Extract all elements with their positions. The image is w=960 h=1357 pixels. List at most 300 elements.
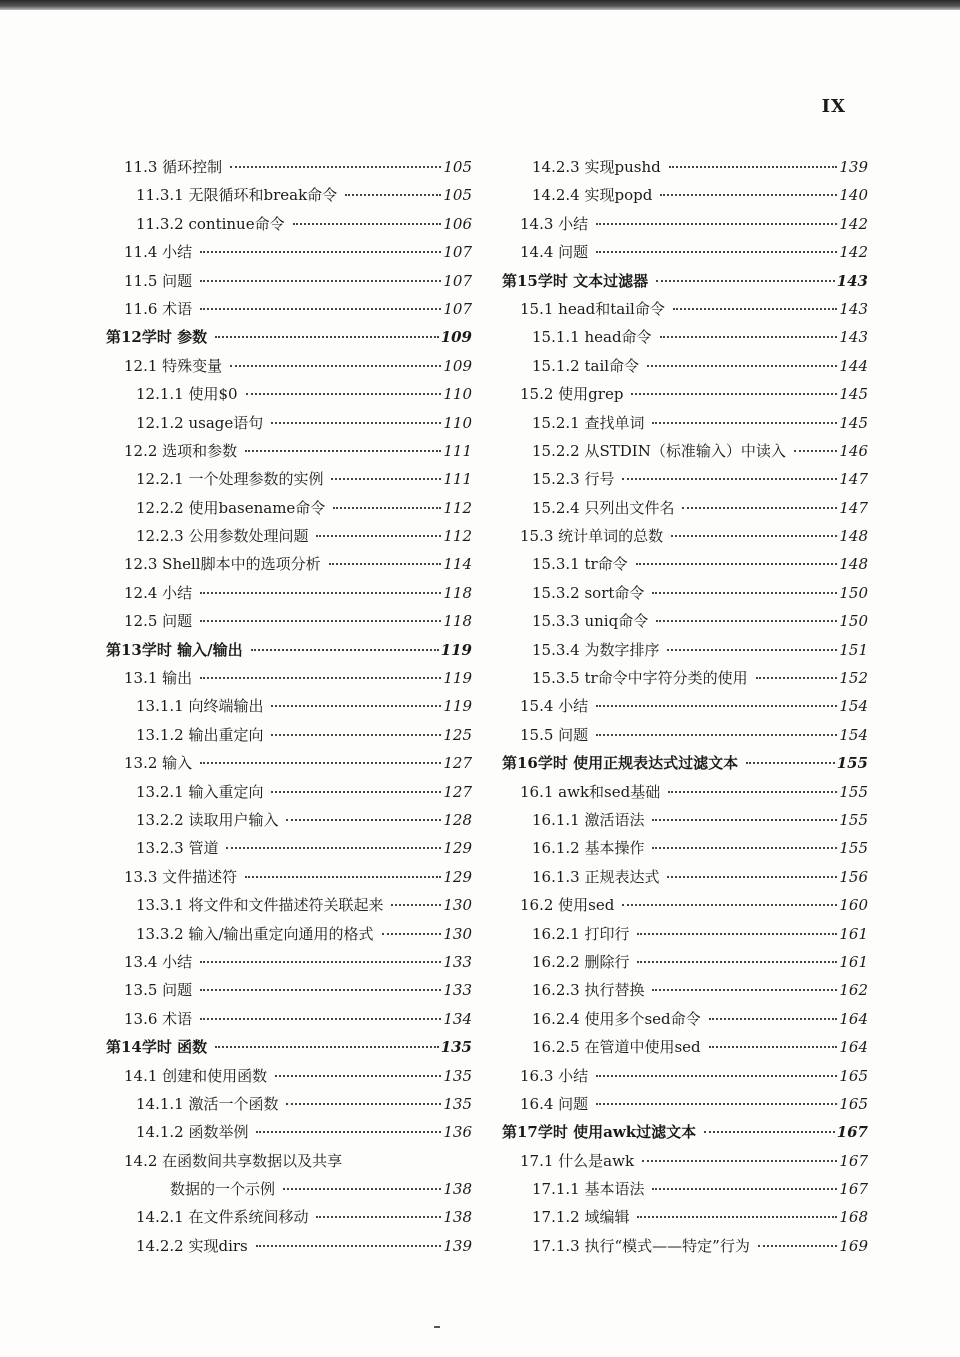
- toc-entry: [106, 497, 472, 525]
- toc-entry-title: 第12学时 参数: [106, 328, 208, 347]
- toc-entry-title: 12.2 选项和参数: [124, 441, 238, 460]
- toc-entry-title: 13.3.1 将文件和文件描述符关联起来: [136, 896, 384, 915]
- toc-chapter-entry: [106, 639, 472, 667]
- toc-entry-title: 16.1.3 正规表达式: [532, 867, 660, 886]
- toc-entry: [106, 582, 472, 610]
- toc-entry: [106, 440, 472, 468]
- dot-leader: [271, 705, 441, 707]
- toc-entry-page: 144: [839, 356, 868, 375]
- dot-leader: [652, 847, 837, 849]
- dot-leader: [660, 194, 837, 196]
- dot-leader: [200, 1018, 441, 1020]
- dot-leader: [673, 308, 838, 310]
- toc-entry-title: 11.4 小结: [124, 243, 193, 262]
- toc-entry-title: 12.4 小结: [124, 583, 193, 602]
- toc-entry-page: 139: [443, 1236, 472, 1255]
- toc-entry-page: 133: [443, 981, 472, 1000]
- toc-entry-title: 13.2 输入: [124, 754, 193, 773]
- dot-leader: [333, 507, 441, 509]
- toc-entry: [502, 1008, 868, 1036]
- toc-chapter-entry: [502, 270, 868, 298]
- toc-entry-title: 14.3 小结: [520, 214, 589, 233]
- dot-leader: [709, 1046, 838, 1048]
- toc-entry-page: 165: [839, 1066, 868, 1085]
- toc-chapter-entry: [502, 752, 868, 780]
- toc-entry-title: 11.3.1 无限循环和break命令: [136, 186, 338, 205]
- toc-entry-title: 16.2.4 使用多个sed命令: [532, 1009, 701, 1028]
- toc-entry-page: 110: [443, 413, 472, 432]
- dot-leader: [660, 336, 838, 338]
- toc-entry: [106, 781, 472, 809]
- toc-entry-page: 146: [839, 441, 868, 460]
- toc-entry: [502, 894, 868, 922]
- toc-entry-page: 169: [839, 1236, 868, 1255]
- toc-entry: [502, 582, 868, 610]
- toc-entry-page: 110: [443, 385, 472, 404]
- dot-leader: [647, 365, 837, 367]
- toc-entry-page: 107: [443, 271, 472, 290]
- toc-entry-page: 143: [839, 299, 868, 318]
- toc-entry-title: 12.2.3 公用参数处理问题: [136, 527, 309, 546]
- toc-entry-page: 129: [443, 867, 472, 886]
- toc-entry: [106, 525, 472, 553]
- dot-leader: [283, 1188, 441, 1190]
- toc-entry: [106, 1178, 472, 1206]
- toc-entry: [502, 979, 868, 1007]
- toc-entry: [106, 1235, 472, 1263]
- toc-entry: [106, 752, 472, 780]
- toc-entry-page: 150: [839, 583, 868, 602]
- toc-entry-title: 13.4 小结: [124, 952, 193, 971]
- dot-leader: [631, 393, 837, 395]
- toc-entry-page: 107: [443, 299, 472, 318]
- toc-entry: [106, 383, 472, 411]
- toc-entry-page: 165: [839, 1094, 868, 1113]
- dot-leader: [226, 847, 441, 849]
- toc-entry-title: 14.1.2 函数举例: [136, 1123, 249, 1142]
- toc-entry: [502, 412, 868, 440]
- toc-entry-title: 15.2.3 行号: [532, 470, 615, 489]
- toc-entry-title: 14.2.4 实现popd: [532, 186, 653, 205]
- toc-entry-page: 162: [839, 981, 868, 1000]
- toc-entry-page: 130: [443, 924, 472, 943]
- toc-entry-page: 109: [440, 328, 472, 347]
- dot-leader: [316, 535, 441, 537]
- toc-entry-title: 第16学时 使用正规表达式过滤文本: [502, 754, 739, 773]
- dot-leader: [656, 280, 835, 282]
- toc-entry-page: 135: [440, 1038, 472, 1057]
- toc-entry: [106, 923, 472, 951]
- dot-leader: [286, 1103, 441, 1105]
- dot-leader: [656, 620, 837, 622]
- dot-leader: [271, 734, 441, 736]
- dot-leader: [271, 422, 441, 424]
- toc-entry-page: 167: [839, 1180, 868, 1199]
- dot-leader: [329, 563, 442, 565]
- toc-entry-title: 13.6 术语: [124, 1009, 193, 1028]
- toc-entry: [502, 610, 868, 638]
- dot-leader: [682, 507, 837, 509]
- dot-leader: [596, 1075, 837, 1077]
- dot-leader: [200, 620, 441, 622]
- toc-entry: [502, 355, 868, 383]
- dot-leader: [652, 989, 837, 991]
- dot-leader: [275, 1075, 441, 1077]
- toc-entry-title: 12.1.2 usage语句: [136, 413, 264, 432]
- toc-entry-page: 125: [443, 725, 472, 744]
- toc-entry-page: 139: [839, 158, 868, 176]
- dot-leader: [200, 762, 441, 764]
- toc-entry-title: 16.3 小结: [520, 1066, 589, 1085]
- toc-entry: [502, 667, 868, 695]
- dot-leader: [256, 1131, 441, 1133]
- dot-leader: [622, 478, 837, 480]
- toc-entry-title: 第15学时 文本过滤器: [502, 271, 649, 290]
- toc-entry: [106, 412, 472, 440]
- toc-entry: [106, 1150, 472, 1178]
- toc-entry-title: 13.2.1 输入重定向: [136, 782, 264, 801]
- toc-entry-title: 17.1.1 基本语法: [532, 1180, 645, 1199]
- dot-leader: [746, 762, 835, 764]
- dot-leader: [652, 1188, 837, 1190]
- toc-entry-title: 12.2.1 一个处理参数的实例: [136, 470, 324, 489]
- toc-entry-title: 11.5 问题: [124, 271, 193, 290]
- toc-entry: [106, 213, 472, 241]
- toc-entry-title: 14.1 创建和使用函数: [124, 1066, 268, 1085]
- toc-entry: [502, 1235, 868, 1263]
- toc-entry-page: 155: [836, 754, 868, 773]
- dot-leader: [596, 251, 837, 253]
- toc-entry: [106, 667, 472, 695]
- dot-leader: [256, 1245, 442, 1247]
- dot-leader: [246, 393, 442, 395]
- toc-entry: [502, 553, 868, 581]
- toc-entry: [502, 440, 868, 468]
- toc-entry-title: 16.1.1 激活语法: [532, 810, 645, 829]
- dot-leader: [316, 1216, 441, 1218]
- toc-entry: [106, 156, 472, 184]
- toc-entry-page: 154: [839, 697, 868, 716]
- toc-entry-title: 12.1.1 使用$0: [136, 385, 238, 404]
- dot-leader: [652, 422, 837, 424]
- toc-entry-title: 14.2.3 实现pushd: [532, 158, 661, 176]
- toc-entry-title: 17.1.2 域编辑: [532, 1208, 630, 1227]
- toc-entry: [502, 1036, 868, 1064]
- toc-entry: [106, 837, 472, 865]
- toc-entry-title: 15.3.2 sort命令: [532, 583, 645, 602]
- dot-leader: [794, 450, 838, 452]
- toc-entry-title: 第17学时 使用awk过滤文本: [502, 1123, 697, 1142]
- toc-entry-title: 12.2.2 使用basename命令: [136, 498, 326, 517]
- toc-entry-title: 第13学时 输入/输出: [106, 640, 243, 659]
- toc-entry: [502, 241, 868, 269]
- toc-entry-page: 142: [839, 214, 868, 233]
- toc-entry-title: 14.2.2 实现dirs: [136, 1236, 248, 1255]
- scan-mark: [434, 1326, 440, 1328]
- toc-entry-title: 15.3.1 tr命令: [532, 555, 628, 574]
- dot-leader: [671, 535, 837, 537]
- dot-leader: [200, 961, 441, 963]
- dot-leader: [637, 1216, 837, 1218]
- toc-entry-title: 12.5 问题: [124, 612, 193, 631]
- toc-entry-page: 129: [443, 839, 472, 858]
- toc-entry: [106, 553, 472, 581]
- toc-entry-title: 16.2.3 执行替换: [532, 981, 645, 1000]
- scan-edge-bar: [0, 0, 960, 10]
- dot-leader: [200, 280, 441, 282]
- toc-entry-title: 16.4 问题: [520, 1094, 589, 1113]
- dot-leader: [230, 365, 441, 367]
- toc-entry-page: 133: [443, 952, 472, 971]
- dot-leader: [652, 592, 837, 594]
- toc-entry: [502, 326, 868, 354]
- toc-entry-page: 135: [443, 1094, 472, 1113]
- dot-leader: [215, 1046, 439, 1048]
- dot-leader: [758, 1245, 838, 1247]
- toc-entry-page: 168: [839, 1208, 868, 1227]
- dot-leader: [596, 705, 837, 707]
- toc-entry-page: 118: [443, 583, 472, 602]
- toc-entry-title: 数据的一个示例: [170, 1180, 276, 1199]
- toc-entry-page: 111: [443, 441, 472, 460]
- toc-entry-page: 167: [836, 1123, 868, 1142]
- toc-entry-page: 112: [443, 498, 472, 517]
- dot-leader: [637, 961, 837, 963]
- dot-leader: [382, 933, 442, 935]
- dot-leader: [331, 478, 441, 480]
- toc-entry: [106, 866, 472, 894]
- dot-leader: [637, 933, 837, 935]
- dot-leader: [200, 251, 441, 253]
- toc-entry-title: 14.2.1 在文件系统间移动: [136, 1208, 309, 1227]
- toc-entry-title: 17.1.3 执行“模式——特定”行为: [532, 1236, 750, 1255]
- toc-entry: [502, 1178, 868, 1206]
- dot-leader: [200, 308, 441, 310]
- toc-entry-title: 15.2 使用grep: [520, 385, 624, 404]
- toc-entry-page: 164: [839, 1038, 868, 1057]
- toc-entry-page: 119: [443, 697, 472, 716]
- toc-entry-page: 109: [443, 356, 472, 375]
- toc-entry: [502, 497, 868, 525]
- toc-entry-title: 15.2.2 从STDIN（标准输入）中读入: [532, 441, 786, 460]
- dot-leader: [391, 904, 441, 906]
- toc-entry-page: 161: [839, 952, 868, 971]
- toc-entry-title: 17.1 什么是awk: [520, 1151, 635, 1170]
- dot-leader: [245, 450, 441, 452]
- dot-leader: [709, 1018, 838, 1020]
- toc-entry-page: 155: [839, 810, 868, 829]
- toc-chapter-entry: [106, 1036, 472, 1064]
- toc-entry-title: 15.3 统计单词的总数: [520, 527, 664, 546]
- dot-leader: [230, 166, 441, 168]
- toc-entry: [106, 1206, 472, 1234]
- toc-entry-page: 107: [443, 243, 472, 262]
- toc-entry: [106, 809, 472, 837]
- toc-entry-title: 15.3.5 tr命令中字符分类的使用: [532, 669, 748, 688]
- toc-entry: [502, 951, 868, 979]
- toc-entry-page: 147: [839, 470, 868, 489]
- dot-leader: [200, 677, 441, 679]
- toc-entry-title: 15.1.2 tail命令: [532, 356, 640, 375]
- toc-entry: [106, 1065, 472, 1093]
- dot-leader: [271, 791, 441, 793]
- dot-leader: [667, 876, 837, 878]
- toc-entry-page: 135: [443, 1066, 472, 1085]
- toc-entry-page: 151: [839, 640, 868, 659]
- toc-entry: [502, 213, 868, 241]
- toc-entry-page: 155: [839, 839, 868, 858]
- toc-entry-title: 11.3 循环控制: [124, 158, 223, 176]
- toc-entry-title: 13.5 问题: [124, 981, 193, 1000]
- toc-entry-title: 16.2.1 打印行: [532, 924, 630, 943]
- toc-entry-title: 16.1.2 基本操作: [532, 839, 645, 858]
- toc-entry: [502, 468, 868, 496]
- toc-entry: [502, 184, 868, 212]
- toc-entry: [106, 951, 472, 979]
- toc-entry-title: 14.1.1 激活一个函数: [136, 1094, 279, 1113]
- dot-leader: [668, 791, 837, 793]
- dot-leader: [286, 819, 441, 821]
- toc-entry-title: 13.1.1 向终端输出: [136, 697, 264, 716]
- toc-entry: [502, 525, 868, 553]
- toc-entry-title: 13.1 输出: [124, 669, 193, 688]
- toc-entry-page: 156: [839, 867, 868, 886]
- dot-leader: [245, 876, 441, 878]
- toc-entry-title: 11.3.2 continue命令: [136, 214, 285, 233]
- toc-entry: [106, 270, 472, 298]
- toc-entry-page: 155: [839, 782, 868, 801]
- toc-chapter-entry: [502, 1121, 868, 1149]
- toc-entry-page: 160: [839, 896, 868, 915]
- dot-leader: [251, 649, 439, 651]
- toc-entry: [502, 866, 868, 894]
- toc-entry-page: 150: [839, 612, 868, 631]
- dot-leader: [293, 223, 442, 225]
- toc-entry-title: 15.4 小结: [520, 697, 589, 716]
- toc-entry-page: 134: [443, 1009, 472, 1028]
- toc-entry-title: 12.3 Shell脚本中的选项分析: [124, 555, 321, 574]
- toc-entry: [502, 383, 868, 411]
- toc-entry: [502, 809, 868, 837]
- toc-entry-title: 15.5 问题: [520, 725, 589, 744]
- dot-leader: [704, 1131, 835, 1133]
- toc-entry-title: 13.3.2 输入/输出重定向通用的格式: [136, 924, 374, 943]
- dot-leader: [596, 1103, 837, 1105]
- toc-entry-title: 15.2.4 只列出文件名: [532, 498, 675, 517]
- dot-leader: [345, 194, 441, 196]
- dot-leader: [667, 649, 837, 651]
- toc-entry: [502, 1150, 868, 1178]
- toc-right-column: [502, 156, 868, 1263]
- toc-entry-title: 15.3.4 为数字排序: [532, 640, 660, 659]
- toc-entry: [106, 1093, 472, 1121]
- dot-leader: [200, 989, 441, 991]
- toc-entry-page: 105: [443, 186, 472, 205]
- toc-chapter-entry: [106, 326, 472, 354]
- toc-entry-title: 15.3.3 uniq命令: [532, 612, 649, 631]
- toc-entry: [106, 724, 472, 752]
- toc-entry: [502, 781, 868, 809]
- toc-entry-page: 152: [839, 669, 868, 688]
- toc-entry-page: 114: [443, 555, 472, 574]
- toc-entry: [502, 1093, 868, 1121]
- toc-entry-page: 140: [839, 186, 868, 205]
- toc-entry-page: 154: [839, 725, 868, 744]
- toc-entry: [106, 355, 472, 383]
- toc-entry-page: 148: [839, 527, 868, 546]
- toc-entry-page: 106: [443, 214, 472, 233]
- toc-entry-page: 145: [839, 413, 868, 432]
- toc-entry-page: 119: [443, 669, 472, 688]
- toc-entry: [106, 979, 472, 1007]
- toc-entry: [106, 695, 472, 723]
- toc-entry: [502, 837, 868, 865]
- toc-entry-page: 161: [839, 924, 868, 943]
- toc-entry: [502, 1206, 868, 1234]
- toc-entry-page: 128: [443, 810, 472, 829]
- toc-entry-page: 136: [443, 1123, 472, 1142]
- dot-leader: [756, 677, 838, 679]
- toc-entry: [106, 468, 472, 496]
- toc-entry: [106, 241, 472, 269]
- toc-entry-title: 16.2.2 删除行: [532, 952, 630, 971]
- toc-entry: [502, 724, 868, 752]
- toc-entry-title: 15.2.1 查找单词: [532, 413, 645, 432]
- dot-leader: [652, 819, 837, 821]
- toc-entry-page: 148: [839, 555, 868, 574]
- toc-entry-page: 127: [443, 782, 472, 801]
- toc-entry: [502, 695, 868, 723]
- toc-entry-page: 138: [443, 1208, 472, 1227]
- page-number: IX: [821, 96, 846, 117]
- toc-entry: [502, 298, 868, 326]
- toc-entry-title: 13.3 文件描述符: [124, 867, 238, 886]
- toc-entry-title: 12.1 特殊变量: [124, 356, 223, 375]
- toc-entry: [106, 894, 472, 922]
- dot-leader: [596, 223, 837, 225]
- toc-entry-title: 14.4 问题: [520, 243, 589, 262]
- toc-entry-title: 16.2 使用sed: [520, 896, 615, 915]
- toc-entry: [106, 610, 472, 638]
- toc-entry: [502, 1065, 868, 1093]
- toc-entry-page: 111: [443, 470, 472, 489]
- toc-entry-page: 127: [443, 754, 472, 773]
- toc-entry: [502, 156, 868, 184]
- toc-entry-page: 138: [443, 1180, 472, 1199]
- toc-entry-page: 105: [443, 158, 472, 176]
- toc-entry-title: 11.6 术语: [124, 299, 193, 318]
- toc-entry-title: 15.1 head和tail命令: [520, 299, 665, 318]
- toc-entry-title: 第14学时 函数: [106, 1038, 208, 1057]
- toc-entry-page: 119: [440, 640, 472, 659]
- toc-entry-title: 13.2.3 管道: [136, 839, 219, 858]
- toc-entry: [106, 1121, 472, 1149]
- toc-entry: [502, 639, 868, 667]
- toc-entry-title: 14.2 在函数间共享数据以及共享: [124, 1151, 343, 1170]
- dot-leader: [596, 734, 837, 736]
- dot-leader: [215, 336, 439, 338]
- toc-entry-page: 147: [839, 498, 868, 517]
- toc-entry-title: 13.1.2 输出重定向: [136, 725, 264, 744]
- toc-entry-page: 167: [839, 1151, 868, 1170]
- toc-entry-page: 145: [839, 385, 868, 404]
- toc-entry: [106, 298, 472, 326]
- toc-entry-page: 130: [443, 896, 472, 915]
- dot-leader: [642, 1160, 837, 1162]
- toc-entry-title: 15.1.1 head命令: [532, 328, 652, 347]
- toc-entry-page: 142: [839, 243, 868, 262]
- toc-entry-page: 143: [839, 328, 868, 347]
